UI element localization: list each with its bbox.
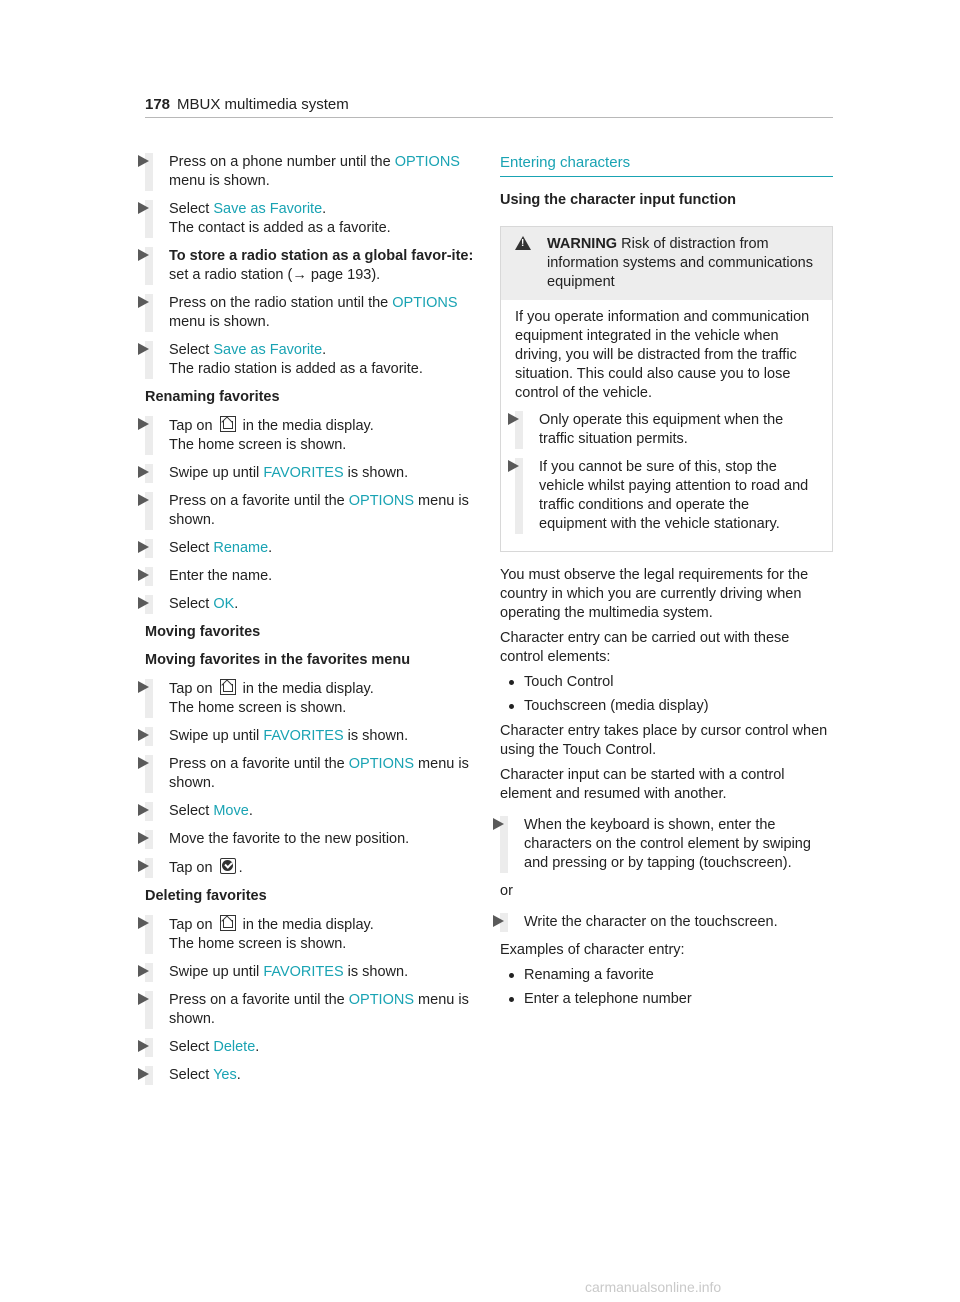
arrow-icon [138, 832, 149, 844]
step: Press on a favorite until the OPTIONS menu is shown. [145, 991, 475, 1029]
step: Select Save as Favorite. The contact is added as a favorite. [145, 200, 475, 238]
home-icon [220, 915, 236, 931]
right-column [500, 153, 833, 1015]
arrow-icon [138, 597, 149, 609]
step: Swipe up until FAVORITES is shown. [145, 464, 475, 483]
step: Tap on in the media display. The home screen is shown. [145, 679, 475, 718]
arrow-icon [138, 249, 149, 261]
arrow-icon [138, 202, 149, 214]
page-number: 178 [145, 96, 171, 113]
section-title: Entering characters [500, 153, 833, 177]
deleting-heading: Deleting favorites [145, 888, 267, 904]
step: Swipe up until FAVORITES is shown. [145, 727, 475, 746]
arrow-icon [493, 915, 504, 927]
step: Move the favorite to the new position. [145, 830, 475, 849]
step: When the keyboard is shown, enter the characters on the control element by swiping and pressing or by tapping (touchscreen). [500, 816, 833, 873]
paragraph: You must observe the legal requirements for the country in which you are currently driving when operating the multimedia system. [500, 567, 809, 621]
step: Press on a phone number until the OPTIONS menu is shown. [145, 153, 475, 191]
renaming-heading: Renaming favorites [145, 389, 280, 405]
arrow-icon [138, 757, 149, 769]
bullet-list [500, 673, 833, 716]
step: Select Move. [145, 802, 475, 821]
moving-heading: Moving favorites [145, 624, 261, 640]
page-title: MBUX multimedia system [177, 96, 349, 113]
step: Press on a favorite until the OPTIONS menu is shown. [145, 492, 475, 530]
warning-box [500, 226, 833, 552]
or-text: or [500, 883, 513, 899]
arrow-icon [138, 418, 149, 430]
page-header [145, 95, 833, 118]
arrow-icon [138, 569, 149, 581]
arrow-icon [138, 541, 149, 553]
list-item: Renaming a favorite [500, 966, 833, 985]
paragraph: Character entry can be carried out with these control elements: [500, 630, 790, 665]
step: Press on the radio station until the OPTIONS menu is shown. [145, 294, 475, 332]
warning-icon [515, 236, 531, 250]
arrow-icon [138, 965, 149, 977]
save-favorite-link: Save as Favorite [213, 201, 323, 217]
step: If you cannot be sure of this, stop the vehicle whilst paying attention to road and traffic conditions and operate the equipment with the vehicle stationary. [515, 458, 818, 534]
subheading: Using the character input function [500, 192, 737, 208]
step: Press on a favorite until the OPTIONS menu is shown. [145, 755, 475, 793]
step: Tap on in the media display. The home screen is shown. [145, 915, 475, 954]
step: Select Yes. [145, 1066, 475, 1085]
arrow-icon [138, 1040, 149, 1052]
arrow-icon [138, 860, 149, 872]
step: Select Save as Favorite. The radio station is added as a favorite. [145, 341, 475, 379]
step: Tap on in the media display. The home screen is shown. [145, 416, 475, 455]
warning-title: Risk of distraction from information systems and communications equipment [547, 236, 813, 290]
home-icon [220, 416, 236, 432]
arrow-icon [138, 494, 149, 506]
home-icon [220, 679, 236, 695]
watermark: carmanualsonline.info [585, 1279, 722, 1295]
arrow-icon [138, 917, 149, 929]
arrow-icon [508, 460, 519, 472]
arrow-icon [138, 804, 149, 816]
arrow-icon [138, 681, 149, 693]
warning-label: WARNING [547, 236, 618, 252]
step: Select Rename. [145, 539, 475, 558]
options-link: OPTIONS [394, 154, 460, 170]
arrow-icon [493, 818, 504, 830]
paragraph: Character input can be started with a control element and resumed with another. [500, 767, 785, 802]
arrow-icon [508, 413, 519, 425]
warning-body: If you operate information and communication equipment integrated in the vehicle when driving, you will be distracted from the traffic situation. This could also cause you to lose control of the vehicle. [515, 309, 810, 401]
step: Tap on . [145, 858, 475, 878]
step: Select Delete. [145, 1038, 475, 1057]
step: Enter the name. [145, 567, 475, 586]
arrow-icon [138, 296, 149, 308]
list-item: Touch Control [500, 673, 833, 692]
bullet-list [500, 966, 833, 1009]
check-icon [220, 858, 236, 874]
arrow-icon [138, 1068, 149, 1080]
arrow-icon [138, 729, 149, 741]
list-item: Touchscreen (media display) [500, 697, 833, 716]
arrow-icon [138, 466, 149, 478]
step: Swipe up until FAVORITES is shown. [145, 963, 475, 982]
moving-subheading: Moving favorites in the favorites menu [145, 652, 411, 668]
step: Only operate this equipment when the traffic situation permits. [515, 411, 818, 449]
arrow-icon [138, 343, 149, 355]
step: Write the character on the touchscreen. [500, 913, 833, 932]
paragraph: Examples of character entry: [500, 942, 685, 958]
step: Select OK. [145, 595, 475, 614]
arrow-icon [138, 993, 149, 1005]
arrow-icon [138, 155, 149, 167]
step: To store a radio station as a global favor-ite: set a radio station (→ page 193). [145, 247, 475, 285]
left-column [145, 153, 475, 1094]
paragraph: Character entry takes place by cursor control when using the Touch Control. [500, 723, 828, 758]
list-item: Enter a telephone number [500, 990, 833, 1009]
